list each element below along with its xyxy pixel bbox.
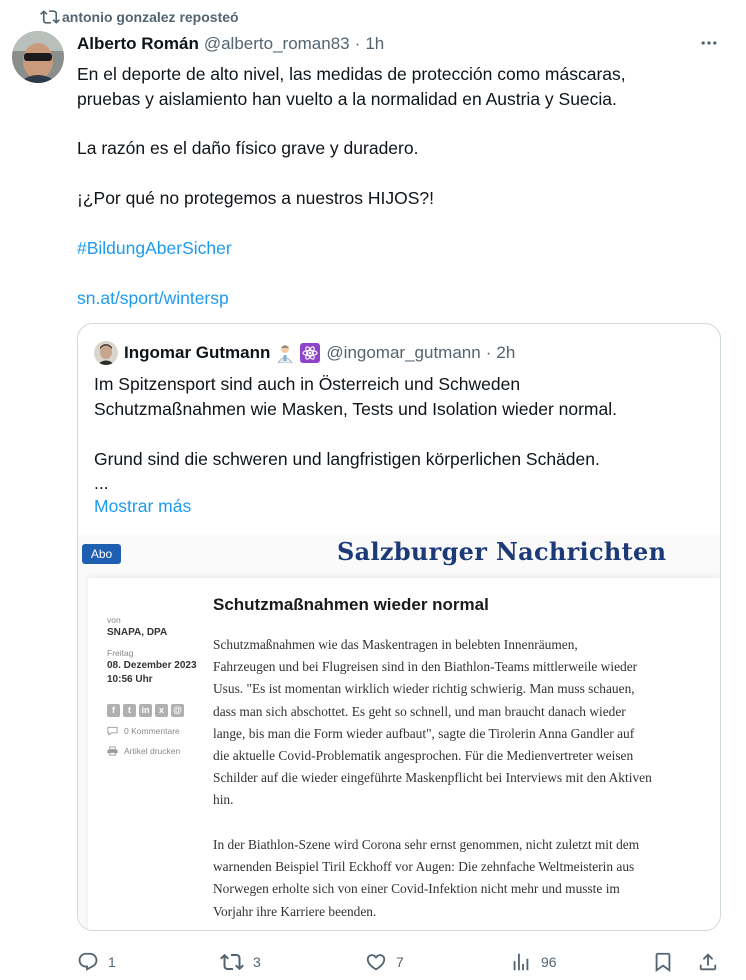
quote-text-line: Schutzmaßnahmen wie Masken, Tests und Isolation wieder normal. <box>94 399 617 419</box>
article-day: Freitag <box>107 648 134 658</box>
printer-icon <box>107 746 118 756</box>
article-body-line: die aktuelle Covid-Problematik angesprochen. Für die Medienvertreter weisen <box>213 748 634 764</box>
bookmark-icon <box>652 951 674 973</box>
views-chart-icon <box>510 951 532 973</box>
share-button[interactable] <box>697 950 719 974</box>
quote-avatar[interactable] <box>94 341 118 365</box>
separator: · <box>354 34 361 53</box>
article-body-line: Norwegen erholte sich von einer Covid-Infektion nicht mehr und musste im <box>213 881 620 897</box>
article-body-line: lange, bis man die Form wieder aufbaut", sagte die Tirolerin Anna Gandler auf <box>213 725 635 741</box>
article-body-paragraph-2 <box>213 834 718 923</box>
reply-button[interactable] <box>77 950 116 974</box>
comments-row <box>107 726 180 736</box>
article-headline: Schutzmaßnahmen wieder normal <box>213 595 489 614</box>
quote-text-line: ... <box>94 473 109 493</box>
masthead-logo: Salzburger Nachrichten <box>337 537 667 566</box>
hashtag-link[interactable]: #BildungAberSicher <box>77 238 232 258</box>
quote-text-line: Im Spitzensport sind auch in Österreich und Schweden <box>94 374 521 394</box>
quote-header <box>94 341 515 365</box>
avatar[interactable] <box>12 31 64 83</box>
article-body-line: Schutzmaßnahmen wie das Maskentragen in belebten Innenräumen, <box>213 637 578 652</box>
social-share-icons <box>107 700 187 718</box>
tweet-text-line: En el deporte de alto nivel, las medidas de protección como máscaras, <box>77 64 626 84</box>
tweet-text-line: pruebas y aislamiento han vuelto a la normalidad en Austria y Suecia. <box>77 89 617 109</box>
tweet-text-line: La razón es el daño físico grave y duradero. <box>77 138 419 158</box>
article-body-line: Fahrzeugen und bei Flugreisen sind in den Biathlon-Teams mittlerweile wieder <box>213 659 638 675</box>
heart-icon <box>365 951 387 973</box>
quote-author-handle[interactable]: @ingomar_gutmann <box>326 343 481 362</box>
show-more-link[interactable]: Mostrar más <box>94 496 192 516</box>
print-row <box>107 746 180 756</box>
reply-count: 1 <box>108 954 116 970</box>
article-body-line: Schilder auf die wieder eingeführte Maskenpflicht bei Interviews mit den Aktiven <box>213 770 652 786</box>
like-count: 7 <box>396 954 404 970</box>
quoted-tweet-card[interactable] <box>77 323 721 931</box>
tweet-text-line: ¡¿Por qué no protegemos a nuestros HIJOS?! <box>77 188 434 208</box>
byline-label: von <box>107 615 121 625</box>
mail-icon: @ <box>171 704 184 717</box>
reply-icon <box>77 951 99 973</box>
views-button[interactable] <box>510 950 557 974</box>
quote-text-line: Grund sind die schweren und langfristigen körperlichen Schäden. <box>94 449 600 469</box>
bookmark-button[interactable] <box>652 950 674 974</box>
author-handle[interactable]: @alberto_roman83 <box>203 34 350 53</box>
linkedin-icon: in <box>139 704 152 717</box>
article-body-line: In der Biathlon-Szene wird Corona sehr ernst genommen, nicht zuletzt mit dem <box>213 837 640 852</box>
author-name[interactable]: Alberto Román <box>77 34 199 53</box>
tweet-time[interactable]: 1h <box>365 34 385 53</box>
facebook-icon: f <box>107 704 120 717</box>
quote-time[interactable]: 2h <box>496 343 516 362</box>
tweet-header <box>77 33 384 55</box>
article-body-line: warnenden Beispiel Tiril Eckhoff vor Augen: Die zehnfache Weltmeisterin aus <box>213 859 635 875</box>
article-date: 08. Dezember 2023 <box>107 660 197 671</box>
repost-button[interactable] <box>220 950 261 974</box>
atom-emoji-icon <box>300 343 320 363</box>
twitter-icon: t <box>123 704 136 717</box>
article-body-line: dass man sich abschottet. Es geht so schnell, und man braucht danach wieder <box>213 703 626 719</box>
share-icon <box>697 951 719 973</box>
print-label: Artikel drucken <box>124 746 181 756</box>
like-button[interactable] <box>365 950 404 974</box>
external-link[interactable]: sn.at/sport/wintersp <box>77 288 229 308</box>
repost-label[interactable]: antonio gonzalez reposteó <box>62 9 239 25</box>
separator: · <box>485 343 492 362</box>
more-options-icon[interactable] <box>698 33 720 53</box>
comments-count: 0 Kommentare <box>124 726 180 736</box>
article-body-line: hin. <box>213 792 234 808</box>
article-body-line: Vorjahr ihre Karriere beenden. <box>213 903 377 919</box>
byline-author: SNAPA, DPA <box>107 627 168 638</box>
article-image[interactable] <box>78 534 720 930</box>
scientist-emoji-icon <box>275 343 295 363</box>
repost-header <box>40 6 239 28</box>
article-page <box>88 578 720 931</box>
retweet-icon <box>40 7 60 27</box>
xing-icon: x <box>155 704 168 717</box>
abo-badge: Abo <box>82 544 121 564</box>
repost-count: 3 <box>253 954 261 970</box>
repost-icon <box>220 950 244 974</box>
views-count: 96 <box>541 954 557 970</box>
article-body-paragraph-1 <box>213 634 718 812</box>
article-body-line: Usus. "Es ist momentan wirklich wieder richtig schwierig. Man muss schauen, <box>213 681 635 697</box>
quote-author-name[interactable]: Ingomar Gutmann <box>124 343 271 362</box>
article-time: 10:56 Uhr <box>107 674 153 685</box>
comment-bubble-icon <box>107 726 118 736</box>
